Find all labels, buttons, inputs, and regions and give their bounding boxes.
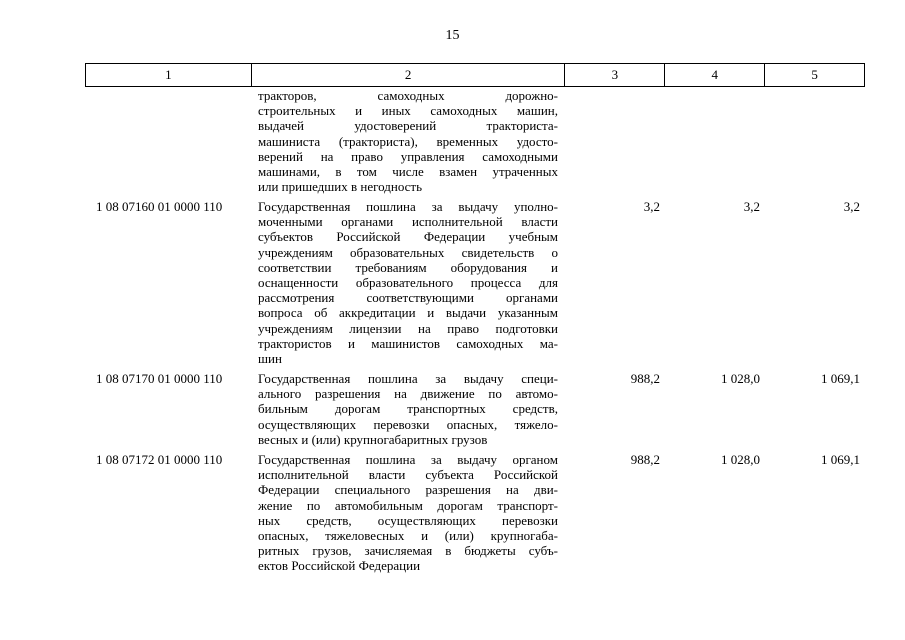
description-line: опасных, тяжеловесных и (или) крупногаба- [258, 528, 558, 544]
value-col-4: 1 028,0 [721, 371, 760, 386]
description-line: или пришедших в негодность [258, 179, 423, 195]
budget-code: 1 08 07170 01 0000 110 [96, 371, 223, 386]
description-line: ритных грузов, зачисляемая в бюджеты субъ- [258, 543, 558, 559]
description-line: учреждениям лицензии на право подготовки [258, 320, 558, 336]
description-line: ектов Российской Федерации [258, 558, 421, 574]
description-line: Государственная пошлина за выдачу уполно- [258, 199, 558, 214]
description-line: тракторов, самоходных дорожно- [258, 88, 558, 103]
description-line: моченными органами исполнительной власти [258, 214, 558, 230]
budget-code: 1 08 07172 01 0000 110 [96, 452, 223, 467]
description-line: шин [258, 351, 282, 367]
description-line: Государственная пошлина за выдачу специ- [258, 371, 558, 386]
description-line: Государственная пошлина за выдачу органом [258, 452, 558, 467]
description-line: осуществляющих перевозки опасных, тяжело- [258, 416, 558, 432]
page-number: 15 [445, 28, 460, 43]
value-col-3: 988,2 [630, 452, 660, 467]
column-header-5: 5 [765, 64, 865, 86]
description-line: Федерации специального разрешения на дви- [258, 482, 558, 498]
description-line: соответствии требованиям оборудования и [258, 259, 558, 275]
description-line: вопроса об аккредитации и выдачи указанным [258, 305, 558, 321]
value-col-4: 3,2 [743, 199, 760, 214]
description-line: оснащенности образовательного процесса для [258, 275, 558, 291]
row-description [258, 371, 558, 447]
column-header-2: 2 [252, 64, 566, 86]
description-line: бильным дорогам транспортных средств, [258, 401, 558, 417]
description-line: строительных и иных самоходных машин, [258, 103, 558, 119]
description-line: весных и (или) крупногабаритных грузов [258, 431, 488, 447]
description-line: трактористов и машинистов самоходных ма- [258, 335, 558, 351]
budget-code: 1 08 07160 01 0000 110 [96, 199, 223, 214]
description-line: ных средств, осуществляющих перевозки [258, 512, 558, 528]
row-description [258, 199, 558, 366]
description-line: исполнительной власти субъекта Российской [258, 467, 558, 483]
table-header-row [85, 63, 865, 87]
description-line: машиниста (тракториста), временных удосто- [258, 133, 558, 149]
description-line: жение по автомобильным дорогам транспорт- [258, 497, 558, 513]
value-col-5: 3,2 [843, 199, 860, 214]
continued-description [258, 88, 558, 194]
description-line: рассмотрения соответствующими органами [258, 290, 558, 306]
description-line: ального разрешения на движение по автомо- [258, 386, 558, 402]
value-col-4: 1 028,0 [721, 452, 760, 467]
description-line: выдачей удостоверений тракториста- [258, 118, 558, 134]
description-line: верений на право управления самоходными [258, 148, 558, 164]
value-col-5: 1 069,1 [821, 371, 860, 386]
row-description [258, 452, 558, 574]
value-col-3: 988,2 [630, 371, 660, 386]
value-col-5: 1 069,1 [821, 452, 860, 467]
column-header-4: 4 [665, 64, 765, 86]
description-line: машинами, в том числе взамен утраченных [258, 164, 558, 180]
value-col-3: 3,2 [643, 199, 660, 214]
column-header-1: 1 [86, 64, 252, 86]
description-line: субъектов Российской Федерации учебным [258, 229, 558, 245]
column-header-3: 3 [565, 64, 665, 86]
description-line: учреждениям образовательных свидетельств о [258, 244, 558, 260]
